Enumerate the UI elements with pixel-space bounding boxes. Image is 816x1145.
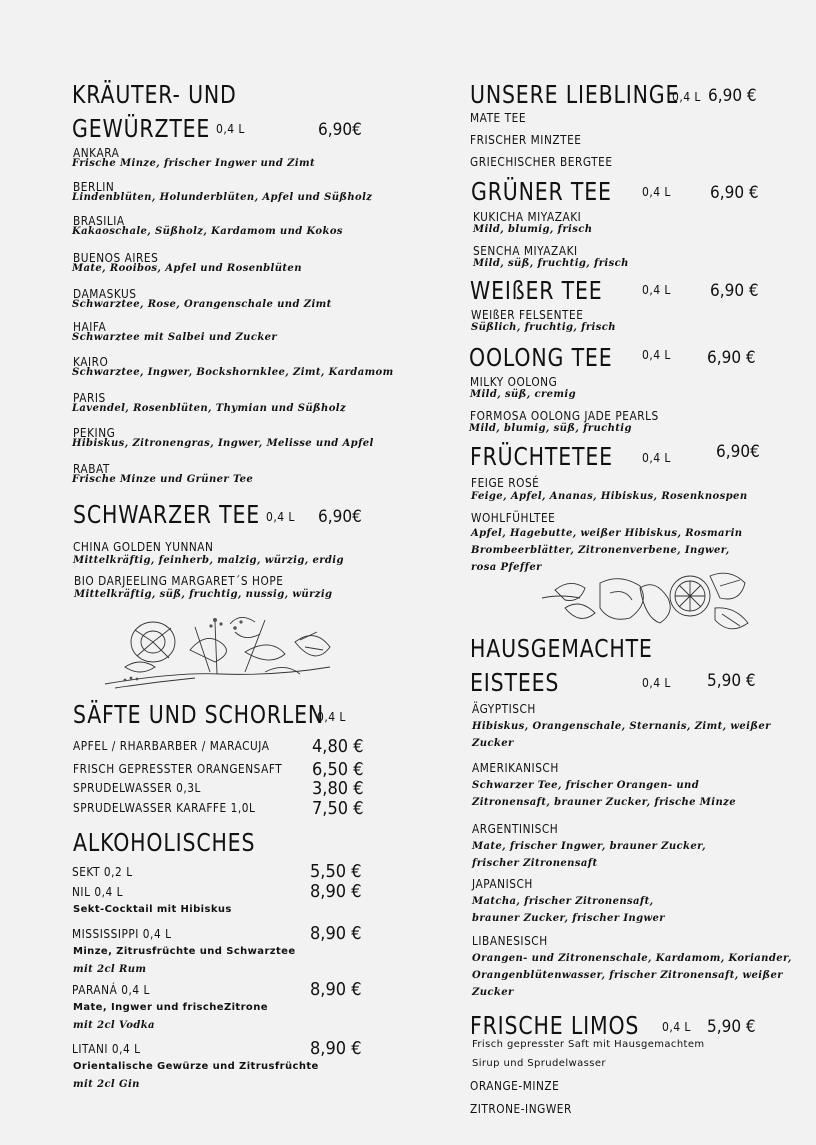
section-title: HAUSGEMACHTE (470, 634, 653, 663)
price: 8,90 € (310, 979, 362, 1000)
menu-item-name: NIL 0,4 L (72, 885, 124, 899)
size-label: 0,4 L (642, 185, 671, 199)
menu-item-name: MATE TEE (470, 111, 527, 125)
price: 5,90 € (707, 1017, 756, 1037)
menu-item-desc: Lavendel, Rosenblüten, Thymian und Süßholz (72, 403, 347, 414)
menu-item-name: ZITRONE-INGWER (470, 1102, 572, 1116)
menu-item-name: MILKY OOLONG (470, 375, 558, 389)
price: 5,90 € (707, 671, 756, 691)
section-title: FRÜCHTETEE (470, 442, 613, 471)
size-label: 0,4 L (642, 451, 671, 465)
price: 8,90 € (310, 1038, 362, 1059)
menu-item-desc: Hibiskus, Orangenschale, Sternanis, Zimt, weißer (472, 721, 771, 732)
menu-item-name: HAIFA (73, 320, 107, 334)
menu-item-name: SPRUDELWASSER 0,3L (73, 781, 201, 795)
menu-item-desc: Mate, Rooibos, Apfel und Rosenblüten (72, 263, 302, 274)
size-label: 0,4 L (266, 510, 295, 524)
menu-item-desc: Sirup und Sprudelwasser (472, 1058, 606, 1069)
menu-item-name: BRASILIA (73, 214, 125, 228)
menu-item-name: CHINA GOLDEN YUNNAN (73, 540, 214, 554)
menu-item-desc: Frische Minze und Grüner Tee (72, 474, 254, 485)
price: 6,90€ (318, 120, 362, 140)
menu-item-desc: Feige, Apfel, Ananas, Hibiskus, Rosenknospen (471, 491, 748, 502)
menu-item-desc: Brombeerblätter, Zitronenverbene, Ingwer, (471, 545, 730, 556)
menu-item-name: SPRUDELWASSER KARAFFE 1,0L (73, 801, 256, 815)
menu-item-name: SENCHA MIYAZAKI (473, 244, 578, 258)
menu-item-name: ARGENTINISCH (472, 822, 559, 836)
menu-item-desc: Schwarztee, Ingwer, Bockshornklee, Zimt, Kardamom (72, 367, 394, 378)
size-label: 0,4 L (662, 1020, 691, 1034)
menu-item-name: LIBANESISCH (472, 934, 548, 948)
size-label: 0,4 L (317, 710, 346, 724)
menu-item-name: PARIS (73, 391, 106, 405)
price: 3,80 € (312, 778, 364, 799)
menu-item-name: PARANÁ 0,4 L (72, 983, 150, 997)
menu-item-desc: rosa Pfeffer (471, 562, 542, 573)
section-title: OOLONG TEE (469, 343, 613, 372)
menu-item-desc: Lindenblüten, Holunderblüten, Apfel und Süßholz (72, 192, 373, 203)
price: 6,90 € (710, 281, 759, 301)
menu-item-desc: Mild, blumig, süß, fruchtig (469, 423, 632, 434)
menu-item-name: FRISCH GEPRESSTER ORANGENSAFT (73, 762, 283, 776)
menu-item-desc: Orientalische Gewürze und Zitrusfrüchte (73, 1061, 319, 1072)
menu-item-desc: Süßlich, fruchtig, frisch (471, 322, 616, 333)
section-title: GEWÜRZTEE (72, 114, 211, 143)
menu-item-desc: mit 2cl Vodka (73, 1020, 155, 1031)
menu-item-desc: Frische Minze, frischer Ingwer und Zimt (72, 158, 316, 169)
price: 6,90€ (318, 507, 362, 527)
menu-item-name: FRISCHER MINZTEE (470, 133, 582, 147)
section-title: SCHWARZER TEE (73, 500, 261, 529)
menu-item-name: BIO DARJEELING MARGARET´S HOPE (74, 574, 284, 588)
price: 6,90€ (716, 442, 760, 462)
menu-item-desc: Mate, frischer Ingwer, brauner Zucker, (472, 841, 706, 852)
price: 6,90 € (707, 348, 756, 368)
menu-item-desc: Matcha, frischer Zitronensaft, (472, 896, 654, 907)
size-label: 0,4 L (642, 348, 671, 362)
botanical-flowers-illustration-icon (95, 612, 345, 697)
menu-item-desc: Mittelkräftig, süß, fruchtig, nussig, würzig (74, 589, 333, 600)
menu-item-desc: Mild, blumig, frisch (473, 224, 593, 235)
menu-item-name: MISSISSIPPI 0,4 L (72, 927, 172, 941)
menu-item-desc: Mild, süß, fruchtig, frisch (473, 258, 629, 269)
menu-item-desc: Zucker (472, 738, 514, 749)
menu-item-desc: Zucker (472, 987, 514, 998)
menu-item-name: ANKARA (73, 146, 120, 160)
menu-item-name: GRIECHISCHER BERGTEE (470, 155, 613, 169)
section-title: SÄFTE UND SCHORLEN (73, 700, 325, 729)
price: 6,50 € (312, 759, 364, 780)
menu-item-name: DAMASKUS (73, 287, 137, 301)
menu-item-desc: Orangen- und Zitronenschale, Kardamom, Koriander, (472, 953, 792, 964)
size-label: 0,4 L (216, 122, 245, 136)
size-label: 0,4 L (642, 283, 671, 297)
section-title: KRÄUTER- UND (72, 80, 237, 109)
menu-item-desc: Mittelkräftig, feinherb, malzig, würzig, erdig (73, 555, 344, 566)
menu-item-desc: Kakaoschale, Süßholz, Kardamom und Kokos (72, 226, 343, 237)
menu-item-desc: Hibiskus, Zitronengras, Ingwer, Melisse und Apfel (72, 438, 374, 449)
menu-item-desc: mit 2cl Gin (73, 1079, 140, 1090)
menu-item-desc: Schwarzer Tee, frischer Orangen- und (472, 780, 700, 791)
section-title: GRÜNER TEE (471, 177, 612, 206)
price: 8,90 € (310, 881, 362, 902)
menu-item-name: FEIGE ROSÉ (471, 476, 540, 490)
price: 5,50 € (310, 861, 362, 882)
price: 4,80 € (312, 736, 364, 757)
section-title: FRISCHE LIMOS (470, 1011, 640, 1040)
menu-item-name: WOHLFÜHLTEE (471, 511, 556, 525)
menu-item-desc: Orangenblütenwasser, frischer Zitronensaft, weißer (472, 970, 783, 981)
price: 6,90 € (708, 86, 757, 106)
price: 7,50 € (312, 798, 364, 819)
menu-item-desc: Frisch gepresster Saft mit Hausgemachtem (472, 1039, 705, 1050)
size-label: 0,4 L (642, 676, 671, 690)
section-title: EISTEES (470, 668, 560, 697)
menu-item-name: KAIRO (73, 355, 109, 369)
menu-item-name: KUKICHA MIYAZAKI (473, 210, 582, 224)
menu-item-name: SEKT 0,2 L (72, 865, 133, 879)
menu-item-name: BUENOS AIRES (73, 251, 159, 265)
menu-item-name: JAPANISCH (472, 877, 533, 891)
menu-item-name: WEIßER FELSENTEE (471, 308, 584, 322)
menu-item-desc: Zitronensaft, brauner Zucker, frische Minze (472, 797, 736, 808)
size-label: 0,4 L (672, 90, 701, 104)
menu-item-desc: mit 2cl Rum (73, 964, 147, 975)
menu-item-name: PEKING (73, 426, 116, 440)
menu-item-name: ÄGYPTISCH (472, 702, 536, 716)
menu-item-desc: Apfel, Hagebutte, weißer Hibiskus, Rosmarin (471, 528, 743, 539)
section-title: ALKOHOLISCHES (73, 828, 256, 857)
menu-item-desc: Minze, Zitrusfrüchte und Schwarztee (73, 946, 296, 957)
price: 6,90 € (710, 183, 759, 203)
section-title: UNSERE LIEBLINGE (470, 80, 680, 109)
price: 8,90 € (310, 923, 362, 944)
section-title: WEIßER TEE (470, 276, 603, 305)
menu-item-name: FORMOSA OOLONG JADE PEARLS (470, 409, 659, 423)
menu-item-desc: brauner Zucker, frischer Ingwer (472, 913, 665, 924)
menu-item-name: BERLIN (73, 180, 115, 194)
menu-item-desc: Schwarztee mit Salbei und Zucker (72, 332, 278, 343)
menu-item-name: AMERIKANISCH (472, 761, 559, 775)
menu-item-desc: Sekt-Cocktail mit Hibiskus (73, 904, 232, 915)
menu-item-name: ORANGE-MINZE (470, 1079, 560, 1093)
menu-item-name: LITANI 0,4 L (72, 1042, 141, 1056)
menu-item-desc: Mate, Ingwer und frischeZitrone (73, 1002, 268, 1013)
menu-item-desc: frischer Zitronensaft (472, 858, 598, 869)
menu-item-desc: Mild, süß, cremig (470, 389, 576, 400)
menu-item-name: RABAT (73, 462, 110, 476)
menu-item-desc: Schwarztee, Rose, Orangenschale und Zimt (72, 299, 332, 310)
menu-item-name: APFEL / RHARBARBER / MARACUJA (73, 739, 270, 753)
citrus-ginger-hibiscus-illustration-icon (540, 568, 752, 640)
